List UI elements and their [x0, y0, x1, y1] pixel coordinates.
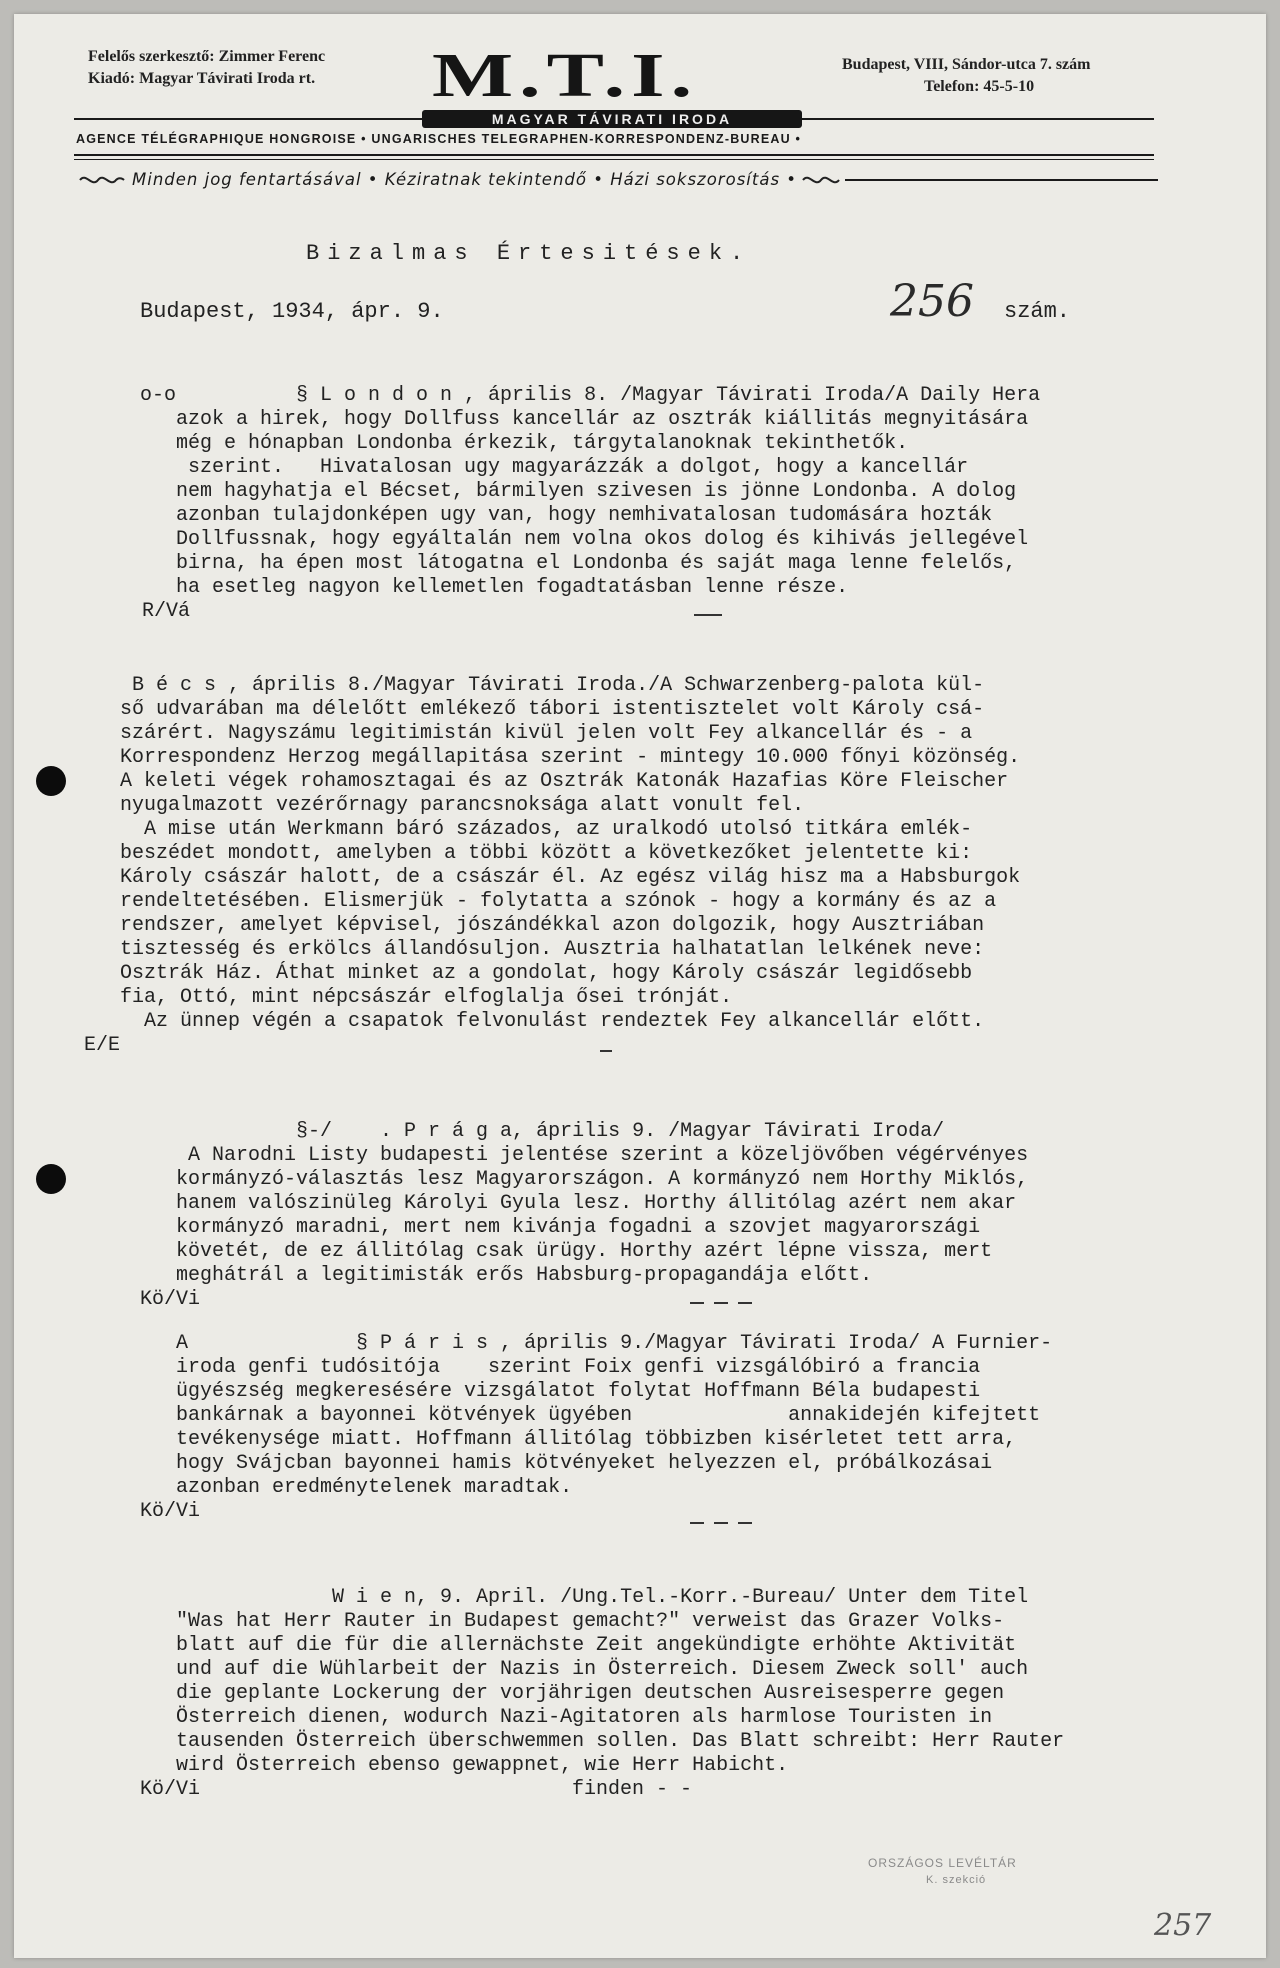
- item-sign: Kö/Vi: [140, 1500, 201, 1523]
- agency-banner: MAGYAR TÁVIRATI IRODA: [422, 110, 802, 128]
- item-line: A Narodni Listy budapesti jelentése szerint a közeljövőben végérvényes: [140, 1144, 1029, 1167]
- item-line: B é c s , április 8./Magyar Távirati Iroda./A Schwarzenberg-palota kül-: [84, 674, 985, 697]
- item-line: §-/ . P r á g a, április 9. /Magyar Távirati Iroda/: [140, 1120, 945, 1143]
- item-line: követét, de ez állitólag csak ürügy. Horthy azért lépne vissza, mert: [140, 1240, 993, 1263]
- separator-dash: [600, 1050, 612, 1052]
- separator-dashes: [690, 1302, 752, 1304]
- address-line: Budapest, VIII, Sándor-utca 7. szám: [842, 56, 1091, 73]
- item-line: "Was hat Herr Rauter in Budapest gemacht?" verweist das Grazer Volks-: [140, 1610, 1005, 1633]
- item-line: ügyészség megkeresésére vizsgálatot folytat Hoffmann Béla budapesti: [140, 1380, 981, 1403]
- item-line: wird Österreich ebenso gewappnet, wie Herr Habicht.: [140, 1754, 789, 1777]
- item-line: kormányzó maradni, mert nem kivánja fogadni a szovjet magyarországi: [140, 1216, 981, 1239]
- ornament-right-icon: [801, 171, 841, 189]
- item-line: ső udvarában ma délelőtt emlékező tábori istentisztelet volt Károly csá-: [84, 698, 985, 721]
- archive-stamp-line2: K. szekció: [926, 1874, 987, 1886]
- item-line: fia, Ottó, mint népcsászár elfoglalja ősei trónját.: [84, 986, 733, 1009]
- separator-dashes: [690, 1522, 752, 1524]
- editor-line: Felelős szerkesztő: Zimmer Ferenc: [88, 48, 326, 65]
- news-item-paris: [140, 1332, 1052, 1524]
- item-line: A keleti végek rohamosztagai és az Osztrák Katonák Hazafias Köre Fleischer: [84, 770, 1009, 793]
- rights-line: Minden jog fentartásával • Kéziratnak tekintendő • Házi sokszorosítás •: [132, 170, 798, 189]
- item-line: rendszer, amelyet képvisel, jószándékkal azon dolgozik, hogy Ausztriában: [84, 914, 985, 937]
- item-line: o-o § L o n d o n , április 8. /Magyar Távirati Iroda/A Daily Hera: [140, 384, 1041, 407]
- news-item-wien: [140, 1586, 1064, 1802]
- news-item-becs: [84, 674, 1020, 1058]
- item-line: Károly császár halott, de a császár él. Az egész világ hisz ma a Habsburgok: [84, 866, 1021, 889]
- item-line: und auf die Wühlarbeit der Nazis in Österreich. Diesem Zweck soll' auch: [140, 1658, 1029, 1681]
- item-line: A mise után Werkmann báró százados, az uralkodó utolsó titkára emlék-: [84, 818, 973, 841]
- item-line: azok a hirek, hogy Dollfuss kancellár az osztrák kiállitás megnyitására: [140, 408, 1029, 431]
- punch-hole: [36, 766, 66, 796]
- item-line: rendeltetésében. Elismerjük - folytatta a szónok - hogy a kormány és az a: [84, 890, 997, 913]
- item-sign: R/Vá: [142, 600, 191, 623]
- number-suffix: szám.: [1004, 299, 1071, 324]
- item-line: kormányzó-választás lesz Magyarországon. A kormányzó nem Horthy Miklós,: [140, 1168, 1029, 1191]
- item-line: bankárnak a bayonnei kötvények ügyében annakidején kifejtett: [140, 1404, 1041, 1427]
- place-date: Budapest, 1934, ápr. 9.: [140, 299, 444, 324]
- item-line: nyugalmazott vezérőrnagy parancsnoksága alatt vonult fel.: [84, 794, 805, 817]
- item-sign: E/E: [84, 1034, 121, 1057]
- header-rule-mid2: [74, 159, 1154, 160]
- item-line: blatt auf die für die allernächste Zeit angekündigte erhöhte Aktivität: [140, 1634, 1017, 1657]
- item-line: die geplante Lockerung der vorjährigen deutschen Ausreisesperre gegen: [140, 1682, 1005, 1705]
- item-line: még e hónapban Londonba érkezik, tárgytalanoknak tekinthetők.: [140, 432, 909, 455]
- document-page: [14, 14, 1266, 1958]
- rights-row: [78, 170, 1158, 189]
- header-rule-mid: [74, 154, 1154, 156]
- document-title: Bizalmas Értesitések.: [306, 241, 752, 266]
- item-line: Dollfussnak, hogy egyáltalán nem volna okos dolog és kihivás jellegével: [140, 528, 1029, 551]
- agency-line: AGENCE TÉLÉGRAPHIQUE HONGROISE • UNGARISCHES TELEGRAPHEN-KORRESPONDENZ-BUREAU •: [76, 132, 802, 146]
- item-line: iroda genfi tudósitója szerint Foix genfi vizsgálóbiró a francia: [140, 1356, 981, 1379]
- item-sign: Kö/Vi: [140, 1288, 201, 1311]
- news-item-london: [140, 384, 1040, 624]
- ornament-left-icon: [78, 171, 126, 189]
- item-line: birna, ha épen most látogatna el Londonba és saját maga lenne felelős,: [140, 552, 1017, 575]
- item-line: azonban tulajdonképen ugy van, hogy nemhivatalosan tudomására hozták: [140, 504, 993, 527]
- item-line: Österreich dienen, wodurch Nazi-Agitatoren als harmlose Touristen in: [140, 1706, 993, 1729]
- item-trailer: finden - -: [572, 1778, 693, 1801]
- phone-line: Telefon: 45-5-10: [924, 78, 1035, 95]
- item-line: azonban eredménytelenek maradtak.: [140, 1476, 573, 1499]
- item-line: hanem valószinüleg Károlyi Gyula lesz. Horthy állitólag azért nem akar: [140, 1192, 1017, 1215]
- item-line: A § P á r i s , április 9./Magyar Távirati Iroda/ A Furnier-: [140, 1332, 1053, 1355]
- rights-rule: [845, 179, 1158, 181]
- separator-dash: [694, 614, 722, 616]
- item-line: szerint. Hivatalosan ugy magyarázzák a dolgot, hogy a kancellár: [140, 456, 969, 479]
- item-footer-row: [140, 1778, 1064, 1802]
- mti-logo: M.T.I.: [432, 40, 699, 110]
- item-line: ha esetleg nagyon kellemetlen fogadtatásban lenne része.: [140, 576, 849, 599]
- item-line: Az ünnep végén a csapatok felvonulást rendeztek Fey alkancellár előtt.: [84, 1010, 985, 1033]
- item-line: tausenden Österreich überschwemmen sollen. Das Blatt schreibt: Herr Rauter: [140, 1730, 1065, 1753]
- item-sign: Kö/Vi: [140, 1778, 201, 1801]
- item-line: tisztesség és erkölcs állandósuljon. Ausztria halhatatlan lelkének neve:: [84, 938, 985, 961]
- archive-stamp-line1: ORSZÁGOS LEVÉLTÁR: [868, 1856, 1017, 1870]
- item-line: meghátrál a legitimisták erős Habsburg-propagandája előtt.: [140, 1264, 873, 1287]
- item-line: szárért. Nagyszámu legitimistán kivül jelen volt Fey alkancellár és - a: [84, 722, 973, 745]
- item-line: nem hagyhatja el Bécset, bármilyen szivesen is jönne Londonba. A dolog: [140, 480, 1017, 503]
- item-line: Osztrák Ház. Áthat minket az a gondolat, hogy Károly császár legidősebb: [84, 962, 973, 985]
- item-line: hogy Svájcban bayonnei hamis kötvényeket helyezzen el, próbálkozásai: [140, 1452, 993, 1475]
- punch-hole: [36, 1164, 66, 1194]
- page-number: 257: [1154, 1908, 1212, 1943]
- item-line: beszédet mondott, amelyben a többi között a következőket jelentette ki:: [84, 842, 973, 865]
- news-item-praga: [140, 1120, 1028, 1312]
- publisher-line: Kiadó: Magyar Távirati Iroda rt.: [88, 70, 316, 87]
- item-line: W i e n, 9. April. /Ung.Tel.-Korr.-Bureau/ Unter dem Titel: [140, 1586, 1029, 1609]
- handwritten-number: 256: [890, 276, 974, 327]
- item-line: tevékenysége miatt. Hoffmann állitólag többizben kisérletet tett arra,: [140, 1428, 1017, 1451]
- item-line: Korrespondenz Herzog megállapitása szerint - mintegy 10.000 főnyi közönség.: [84, 746, 1021, 769]
